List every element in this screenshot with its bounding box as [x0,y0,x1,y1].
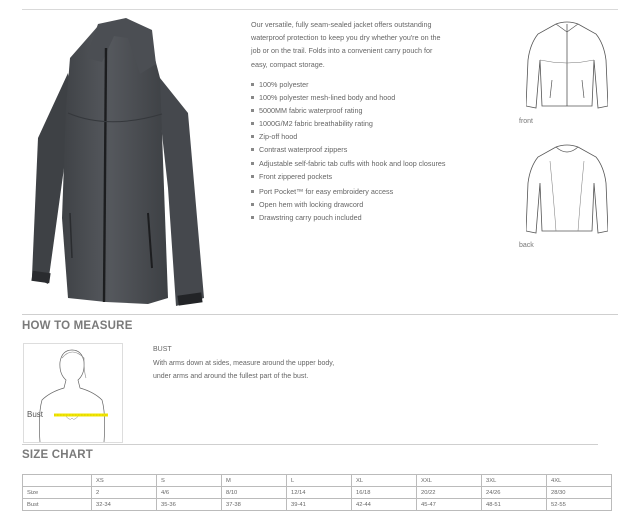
table-cell: 20/22 [417,487,482,499]
jacket-product-image [28,18,204,310]
table-cell: 52-55 [547,499,612,511]
feature-item: 1000G/M2 fabric breathability rating [251,117,511,130]
feature-item: 100% polyester mesh-lined body and hood [251,91,511,104]
table-row [23,499,612,511]
feature-item: Drawstring carry pouch included [251,211,511,224]
table-cell: 48-51 [482,499,547,511]
table-cell: 8/10 [222,487,287,499]
table-cell: 42-44 [352,499,417,511]
back-label: back [519,242,534,249]
description-line: easy, compact storage. [251,59,325,69]
table-cell: 16/18 [352,487,417,499]
section-divider [22,314,618,315]
row-label: Bust [23,499,92,511]
top-divider [22,9,618,10]
bust-instruction-line: With arms down at sides, measure around the upper body, [153,360,335,367]
feature-item: 5000MM fabric waterproof rating [251,104,511,117]
table-corner-cell [23,475,92,487]
bust-instructions [153,357,393,383]
bust-figure-label: Bust [27,410,44,419]
section-divider [22,444,598,445]
table-cell: 28/30 [547,487,612,499]
table-cell: 45-47 [417,499,482,511]
row-label: Size [23,487,92,499]
table-cell: 39-41 [287,499,352,511]
size-column-header: XL [352,475,417,487]
feature-item: 100% polyester [251,78,511,91]
size-header-row [23,475,612,487]
description-line: waterproof protection to keep you dry whether you're on the [251,33,441,43]
feature-item: Front zippered pockets [251,170,511,183]
size-column-header: M [222,475,287,487]
table-cell: 4/6 [157,487,222,499]
description-line: Our versatile, fully seam-sealed jacket offers outstanding [251,20,432,29]
table-row [23,487,612,499]
feature-item: Open hem with locking drawcord [251,198,511,211]
product-description [251,18,451,71]
size-column-header: 3XL [482,475,547,487]
front-label: front [519,118,534,125]
how-to-measure-heading: HOW TO MEASURE [22,320,133,332]
bust-title: BUST [153,346,172,353]
feature-item: Port Pocket™ for easy embroidery access [251,185,511,198]
front-sketch-image [526,20,608,110]
feature-list [251,78,511,224]
body-outline-image [24,344,122,442]
size-chart-table [22,474,612,511]
feature-item: Adjustable self-fabric tab cuffs with hook and loop closures [251,157,511,170]
table-cell: 35-36 [157,499,222,511]
back-sketch-image [526,143,608,235]
size-column-header: 4XL [547,475,612,487]
size-chart-heading: SIZE CHART [22,449,93,461]
description-line: job or on the trail. Folds into a convenient carry pouch for [251,46,433,56]
feature-item: Contrast waterproof zippers [251,143,511,156]
table-cell: 24/26 [482,487,547,499]
measure-figure [23,343,123,443]
table-cell: 37-38 [222,499,287,511]
table-cell: 2 [92,487,157,499]
size-column-header: XS [92,475,157,487]
size-column-header: L [287,475,352,487]
feature-item: Zip-off hood [251,130,511,143]
bust-instruction-line: under arms and around the fullest part of the bust. [153,373,309,380]
table-cell: 12/14 [287,487,352,499]
table-cell: 32-34 [92,499,157,511]
size-column-header: S [157,475,222,487]
size-column-header: XXL [417,475,482,487]
